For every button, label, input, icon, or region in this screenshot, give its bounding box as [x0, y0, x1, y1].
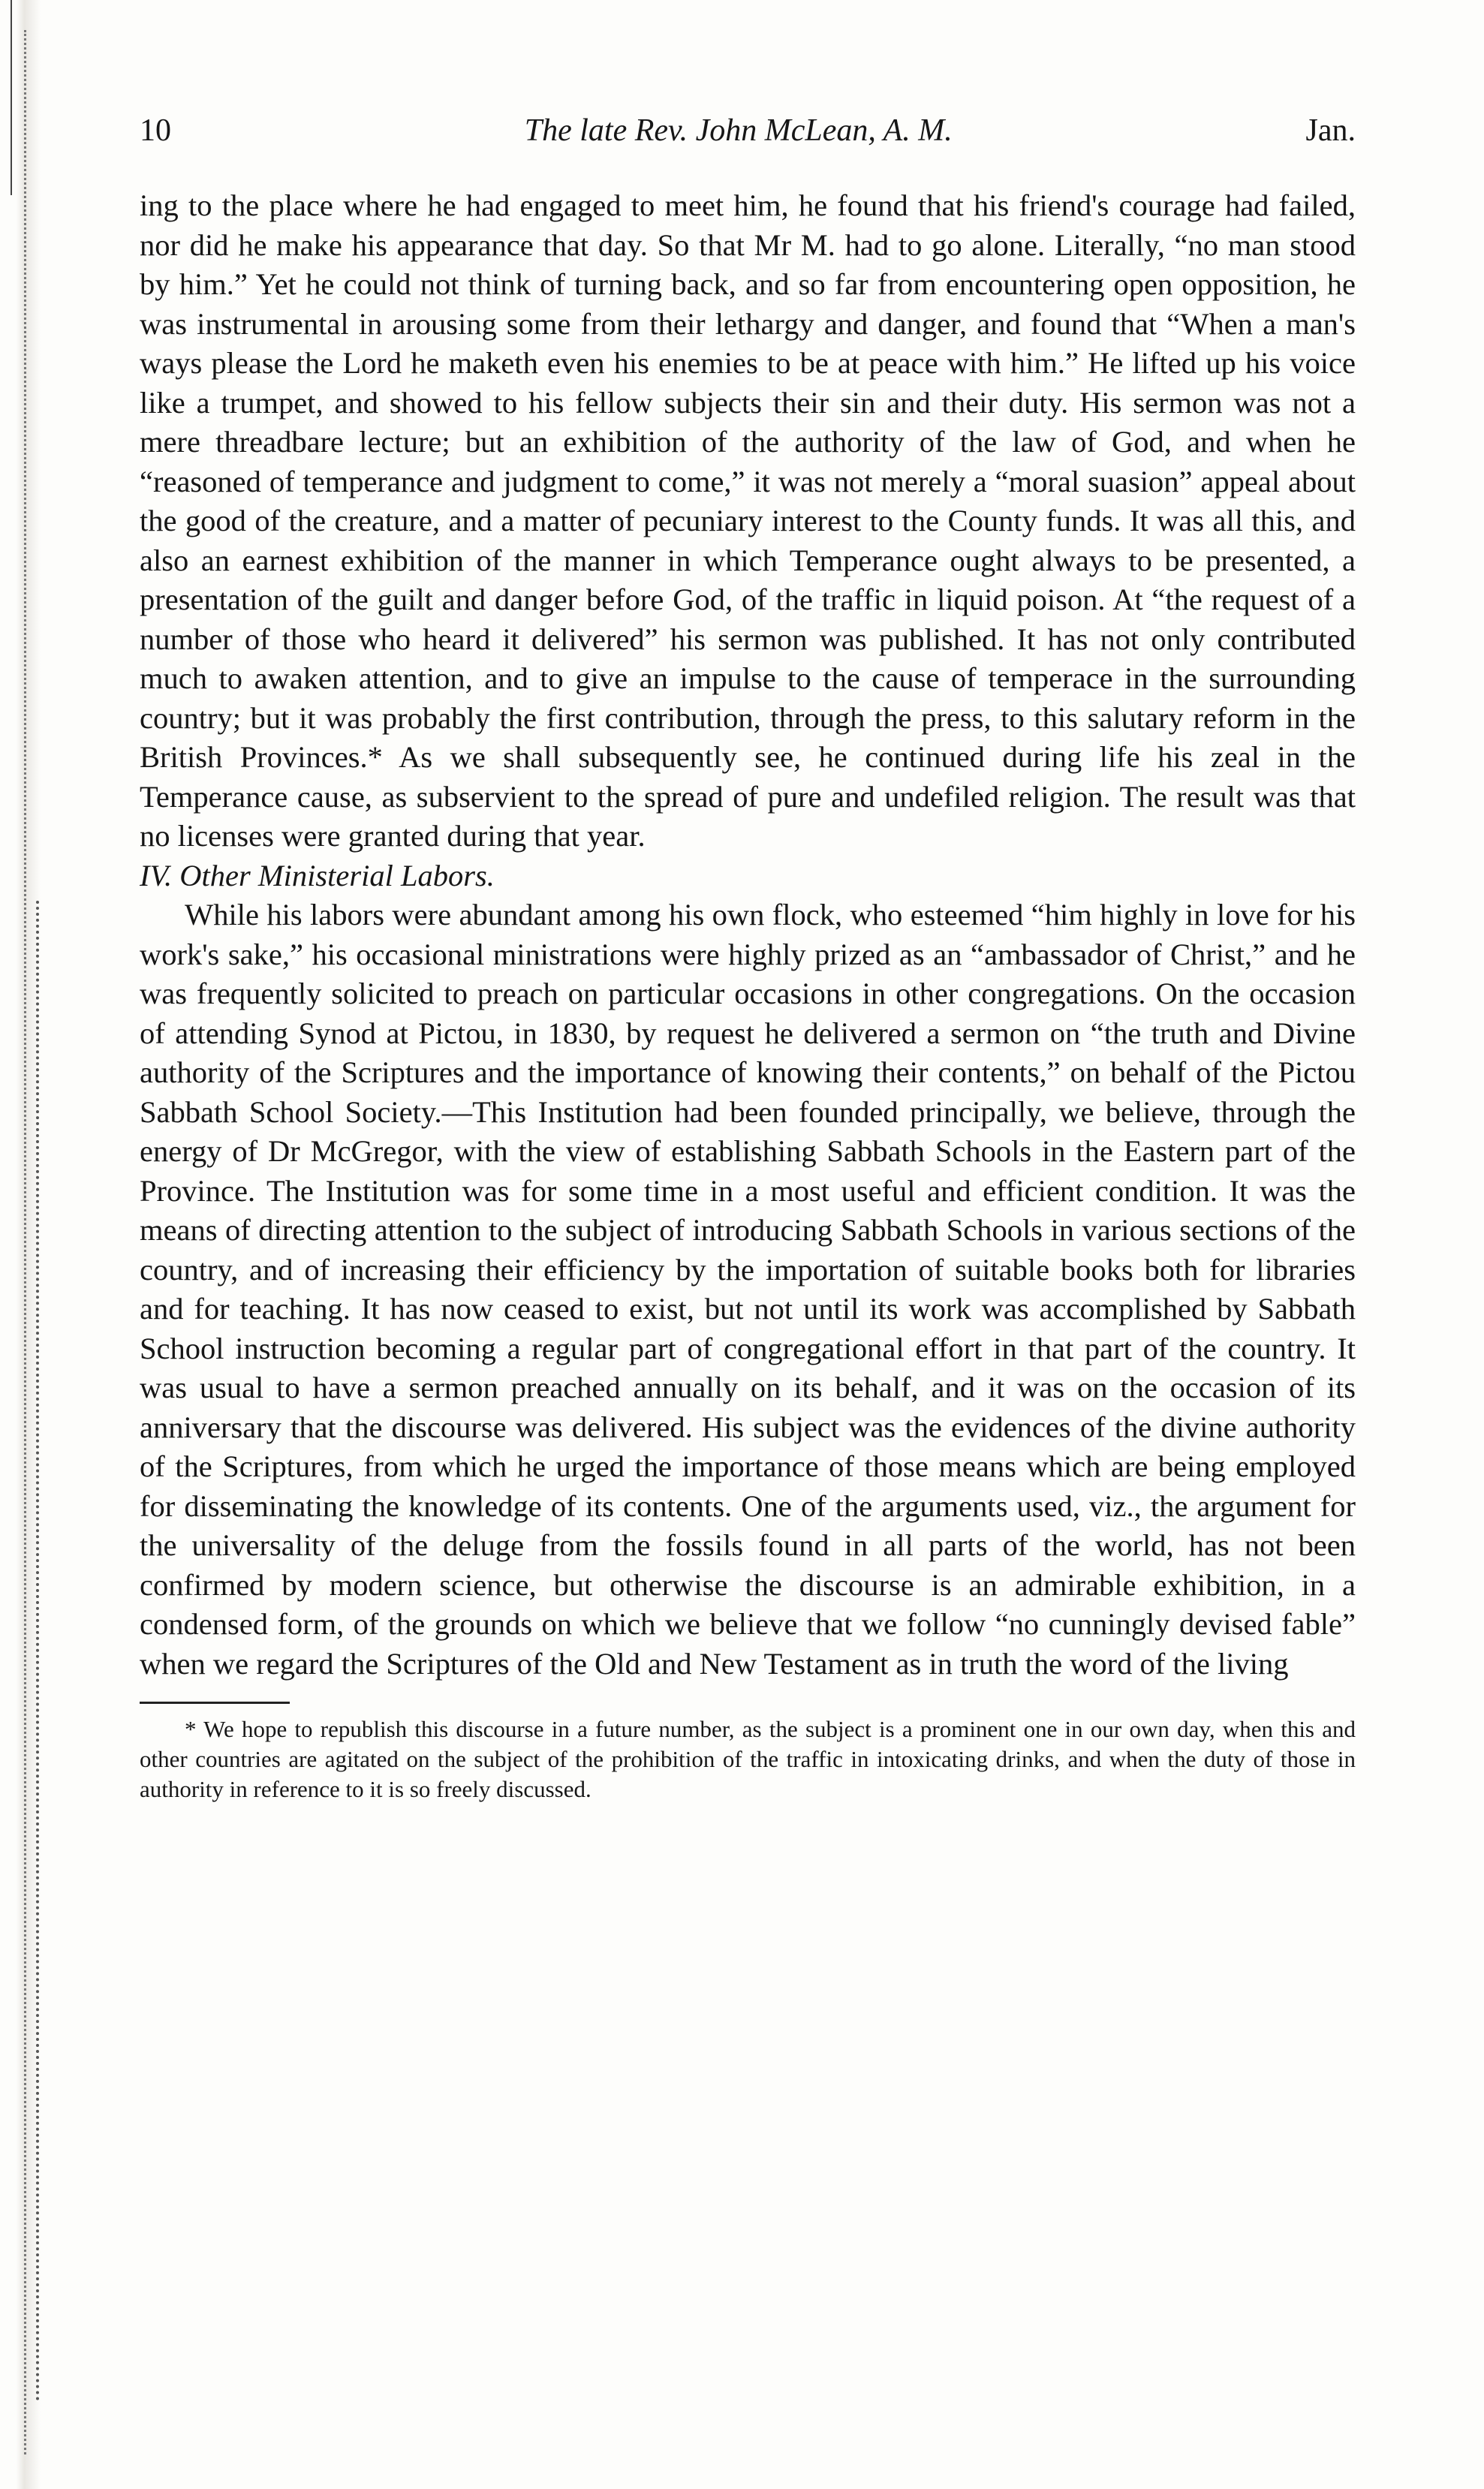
header-month: Jan.: [1305, 113, 1356, 148]
footnote-divider: [140, 1702, 290, 1704]
footnote-text: * We hope to republish this discourse in a future number, as the subject is a prominent one in our own day, when this and other countries are agitated on the subject of the prohibition of the traffic in intoxicating drinks, and when the duty of those in authority in reference to it is so freely discussed.: [140, 1716, 1356, 1802]
section-heading: IV. Other Ministerial Labors.: [140, 858, 495, 892]
running-title: The late Rev. John McLean, A. M.: [524, 113, 953, 148]
body-text: [140, 186, 1356, 1684]
binding-stitching: [36, 901, 39, 2402]
binding-stitching: [24, 30, 26, 2454]
running-header: [140, 113, 1356, 158]
page-number: 10: [140, 113, 171, 148]
page: [140, 113, 1356, 1804]
footnote: [140, 1714, 1356, 1804]
paragraph-continuation: ing to the place where he had engaged to meet him, he found that his friend's courage had failed, nor did he make his appearance that day. So that Mr M. had to go alone. Literally, “no man stood by him.” Yet he could not think of turning back, and so far from encountering open opposition, he was instrumental in arousing some from their lethargy and danger, and found that “When a man's ways please the Lord he maketh even his enemies to be at peace with him.” He lifted up his voice like a trumpet, and showed to his fellow subjects their sin and their duty. His sermon was not a mere threadbare lecture; but an exhibition of the authority of the law of God, and when he “reasoned of temperance and judgment to come,” it was not merely a “moral suasion” appeal about the good of the creature, and a matter of pecuniary interest to the County funds. It was all this, and also an earnest exhibition of the manner in which Temperance ought always to be presented, a presentation of the guilt and danger before God, of the traffic in liquid poison. At “the request of a number of those who heard it delivered” his sermon was published. It has not only contributed much to awaken attention, and to give an impulse to the cause of temperace in the surrounding country; but it was probably the first contribution, through the press, to this salutary reform in the British Provinces.* As we shall subsequently see, he continued during life his zeal in the Temperance cause, as subservient to the spread of pure and undefiled religion. The result was that no licenses were granted during that year.: [140, 188, 1356, 853]
binding-edge: [0, 0, 41, 2489]
binding-rule: [11, 0, 12, 195]
paragraph-ministerial-labors: While his labors were abundant among his own flock, who esteemed “him highly in love for his work's sake,” his occasional ministrations were highly prized as an “ambassador of Christ,” and he was frequently solicited to preach on particular occasions in other congregations. On the occasion of attending Synod at Pictou, in 1830, by request he delivered a sermon on “the truth and Divine authority of the Scriptures and the importance of knowing their contents,” on behalf of the Pictou Sabbath School Society.—This Institution had been founded principally, we believe, through the energy of Dr McGregor, with the view of establishing Sabbath Schools in the Eastern part of the Province. The Institution was for some time in a most useful and efficient condition. It was the means of directing attention to the subject of introducing Sabbath Schools in various sections of the country, and of increasing their efficiency by the importation of suitable books both for libraries and for teaching. It has now ceased to exist, but not until its work was accomplished by Sabbath School instruction becoming a regular part of congregational effort in that part of the country. It was usual to have a sermon preached annually on its behalf, and it was on the occasion of its anniversary that the discourse was delivered. His subject was the evidences of the divine authority of the Scriptures, from which he urged the importance of those means which are being employed for disseminating the knowledge of its contents. One of the arguments used, viz., the argument for the universality of the deluge from the fossils found in all parts of the world, has not been confirmed by modern science, but otherwise the discourse is an admirable exhibition, in a condensed form, of the grounds on which we believe that we follow “no cunningly devised fable” when we regard the Scriptures of the Old and New Testament as in truth the word of the living: [140, 898, 1356, 1681]
